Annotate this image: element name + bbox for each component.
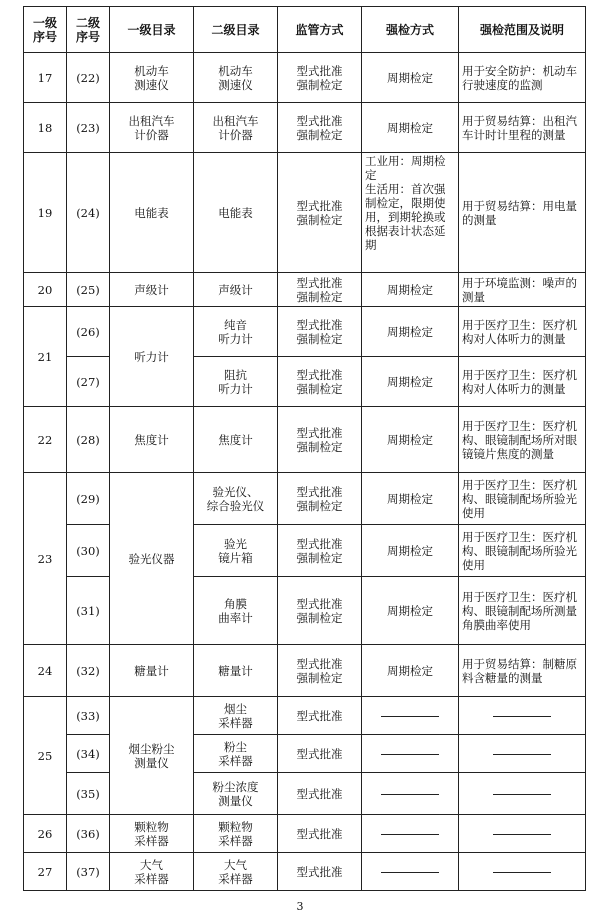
inspection-method: 周期检定 bbox=[362, 273, 459, 307]
level2-catalog: 验光 镜片箱 bbox=[194, 525, 278, 577]
inspection-method: 周期检定 bbox=[362, 525, 459, 577]
inspection-method: 周期检定 bbox=[362, 103, 459, 153]
table-row bbox=[24, 153, 586, 273]
supervision: 型式批准 强制检定 bbox=[278, 407, 362, 473]
level2-no: (26) bbox=[67, 307, 110, 357]
supervision: 型式批准 bbox=[278, 735, 362, 773]
level1-no: 25 bbox=[24, 697, 67, 815]
level1-catalog: 烟尘粉尘 测量仪 bbox=[110, 697, 194, 815]
table-row bbox=[24, 103, 586, 153]
scope-dash bbox=[459, 735, 586, 773]
inspection-method: 周期检定 bbox=[362, 407, 459, 473]
scope: 用于医疗卫生：医疗机构、眼镜制配场所验光使用 bbox=[459, 525, 586, 577]
level2-catalog: 糖量计 bbox=[194, 645, 278, 697]
inspection-method-dash bbox=[362, 697, 459, 735]
table-row bbox=[24, 407, 586, 473]
level2-no: (34) bbox=[67, 735, 110, 773]
level1-catalog: 电能表 bbox=[110, 153, 194, 273]
level1-no: 20 bbox=[24, 273, 67, 307]
header-level1-no: 一级 序号 bbox=[24, 7, 67, 53]
scope: 用于医疗卫生：医疗机构、眼镜制配场所测量角膜曲率使用 bbox=[459, 577, 586, 645]
table-row bbox=[24, 815, 586, 853]
level2-catalog: 出租汽车 计价器 bbox=[194, 103, 278, 153]
level1-catalog: 出租汽车 计价器 bbox=[110, 103, 194, 153]
level2-catalog: 阻抗 听力计 bbox=[194, 357, 278, 407]
instrument-catalog-table bbox=[23, 6, 586, 891]
level2-no: (24) bbox=[67, 153, 110, 273]
table-row bbox=[24, 735, 586, 773]
inspection-method-dash bbox=[362, 735, 459, 773]
level1-catalog: 大气 采样器 bbox=[110, 853, 194, 891]
level2-no: (33) bbox=[67, 697, 110, 735]
inspection-method: 周期检定 bbox=[362, 577, 459, 645]
scope: 用于环境监测：噪声的测量 bbox=[459, 273, 586, 307]
inspection-method-dash bbox=[362, 853, 459, 891]
scope-dash bbox=[459, 815, 586, 853]
level2-no: (30) bbox=[67, 525, 110, 577]
scope: 用于医疗卫生：医疗机构对人体听力的测量 bbox=[459, 307, 586, 357]
scope: 用于贸易结算：用电量的测量 bbox=[459, 153, 586, 273]
table-row bbox=[24, 645, 586, 697]
page-number: 3 bbox=[296, 900, 304, 913]
level1-no: 26 bbox=[24, 815, 67, 853]
supervision: 型式批准 强制检定 bbox=[278, 577, 362, 645]
supervision: 型式批准 bbox=[278, 853, 362, 891]
level2-catalog: 声级计 bbox=[194, 273, 278, 307]
supervision: 型式批准 bbox=[278, 773, 362, 815]
level2-catalog: 粉尘浓度 测量仪 bbox=[194, 773, 278, 815]
level1-catalog: 验光仪器 bbox=[110, 473, 194, 645]
scope: 用于贸易结算：制糖原料含糖量的测量 bbox=[459, 645, 586, 697]
level2-no: (36) bbox=[67, 815, 110, 853]
supervision: 型式批准 强制检定 bbox=[278, 525, 362, 577]
level1-no: 21 bbox=[24, 307, 67, 407]
level1-catalog: 机动车 测速仪 bbox=[110, 53, 194, 103]
header-row bbox=[24, 7, 586, 53]
level2-no: (27) bbox=[67, 357, 110, 407]
scope: 用于安全防护：机动车行驶速度的监测 bbox=[459, 53, 586, 103]
inspection-method-dash bbox=[362, 773, 459, 815]
level2-no: (29) bbox=[67, 473, 110, 525]
level1-no: 17 bbox=[24, 53, 67, 103]
level2-catalog: 电能表 bbox=[194, 153, 278, 273]
inspection-method: 周期检定 bbox=[362, 473, 459, 525]
header-inspection-method: 强检方式 bbox=[362, 7, 459, 53]
level1-catalog: 声级计 bbox=[110, 273, 194, 307]
inspection-method: 周期检定 bbox=[362, 53, 459, 103]
level1-no: 22 bbox=[24, 407, 67, 473]
scope-dash bbox=[459, 773, 586, 815]
level1-catalog: 糖量计 bbox=[110, 645, 194, 697]
level2-no: (28) bbox=[67, 407, 110, 473]
inspection-method-dash bbox=[362, 815, 459, 853]
supervision: 型式批准 强制检定 bbox=[278, 645, 362, 697]
level2-catalog: 烟尘 采样器 bbox=[194, 697, 278, 735]
level2-catalog: 颗粒物 采样器 bbox=[194, 815, 278, 853]
level2-no: (35) bbox=[67, 773, 110, 815]
level1-catalog: 听力计 bbox=[110, 307, 194, 407]
level2-no: (32) bbox=[67, 645, 110, 697]
level2-no: (37) bbox=[67, 853, 110, 891]
level1-no: 18 bbox=[24, 103, 67, 153]
level2-no: (25) bbox=[67, 273, 110, 307]
supervision: 型式批准 强制检定 bbox=[278, 53, 362, 103]
supervision: 型式批准 强制检定 bbox=[278, 273, 362, 307]
inspection-method: 工业用：周期检定 生活用：首次强制检定，限期使用，到期轮换或根据表计状态延期 bbox=[362, 153, 459, 273]
scope: 用于医疗卫生：医疗机构对人体听力的测量 bbox=[459, 357, 586, 407]
level2-no: (22) bbox=[67, 53, 110, 103]
supervision: 型式批准 bbox=[278, 815, 362, 853]
level2-catalog: 粉尘 采样器 bbox=[194, 735, 278, 773]
header-level1-catalog: 一级目录 bbox=[110, 7, 194, 53]
supervision: 型式批准 强制检定 bbox=[278, 153, 362, 273]
inspection-method: 周期检定 bbox=[362, 307, 459, 357]
table-row bbox=[24, 697, 586, 735]
inspection-method: 周期检定 bbox=[362, 357, 459, 407]
table-row bbox=[24, 577, 586, 645]
table-row bbox=[24, 357, 586, 407]
header-level2-no: 二级 序号 bbox=[67, 7, 110, 53]
table-row bbox=[24, 473, 586, 525]
level1-no: 24 bbox=[24, 645, 67, 697]
level2-no: (23) bbox=[67, 103, 110, 153]
supervision: 型式批准 强制检定 bbox=[278, 103, 362, 153]
header-scope: 强检范围及说明 bbox=[459, 7, 586, 53]
scope: 用于医疗卫生：医疗机构、眼镜制配场所对眼镜镜片焦度的测量 bbox=[459, 407, 586, 473]
supervision: 型式批准 强制检定 bbox=[278, 357, 362, 407]
level1-no: 19 bbox=[24, 153, 67, 273]
level1-no: 27 bbox=[24, 853, 67, 891]
table-row bbox=[24, 853, 586, 891]
level2-catalog: 角膜 曲率计 bbox=[194, 577, 278, 645]
inspection-method: 周期检定 bbox=[362, 645, 459, 697]
supervision: 型式批准 强制检定 bbox=[278, 307, 362, 357]
level1-catalog: 焦度计 bbox=[110, 407, 194, 473]
scope: 用于医疗卫生：医疗机构、眼镜制配场所验光使用 bbox=[459, 473, 586, 525]
level2-catalog: 纯音 听力计 bbox=[194, 307, 278, 357]
table-row bbox=[24, 307, 586, 357]
scope-dash bbox=[459, 697, 586, 735]
level1-no: 23 bbox=[24, 473, 67, 645]
level2-catalog: 焦度计 bbox=[194, 407, 278, 473]
table-row bbox=[24, 773, 586, 815]
table-row bbox=[24, 525, 586, 577]
level2-catalog: 大气 采样器 bbox=[194, 853, 278, 891]
header-level2-catalog: 二级目录 bbox=[194, 7, 278, 53]
level2-catalog: 机动车 测速仪 bbox=[194, 53, 278, 103]
supervision: 型式批准 bbox=[278, 697, 362, 735]
supervision: 型式批准 强制检定 bbox=[278, 473, 362, 525]
table-row bbox=[24, 53, 586, 103]
scope: 用于贸易结算：出租汽车计时计里程的测量 bbox=[459, 103, 586, 153]
level2-catalog: 验光仪、 综合验光仪 bbox=[194, 473, 278, 525]
level1-catalog: 颗粒物 采样器 bbox=[110, 815, 194, 853]
header-supervision: 监管方式 bbox=[278, 7, 362, 53]
table-row bbox=[24, 273, 586, 307]
scope-dash bbox=[459, 853, 586, 891]
level2-no: (31) bbox=[67, 577, 110, 645]
